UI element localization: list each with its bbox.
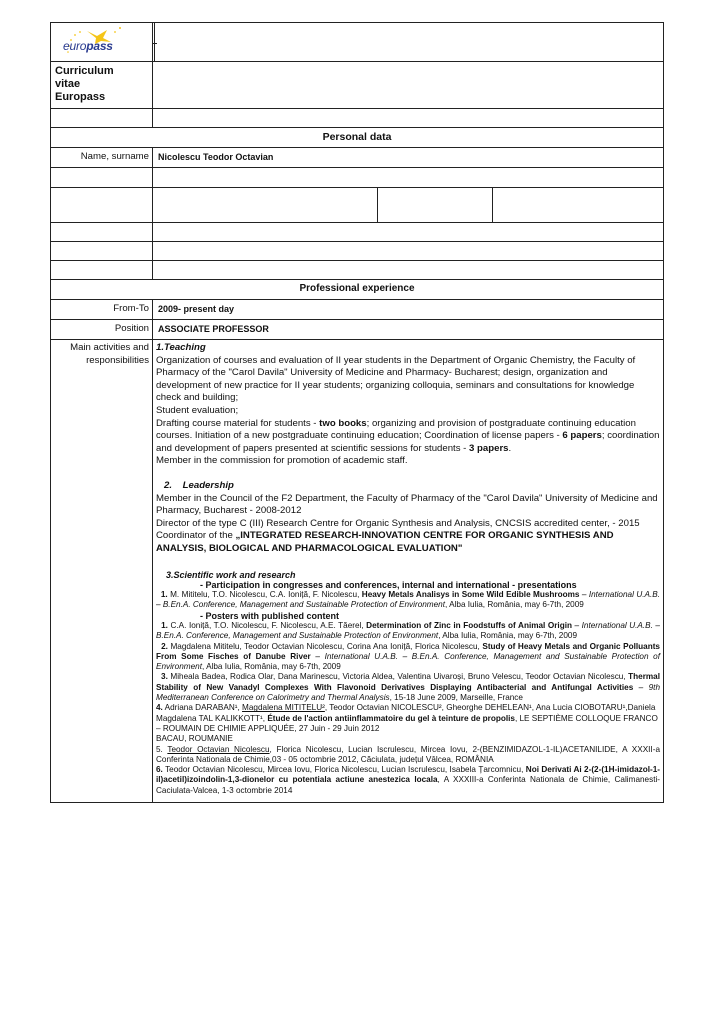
paper-item-5: 5. Teodor Octavian Nicolescu, Florica Nicolescu, Lucian Iscrulescu, Mircea Iovu, 2-(BENZIMIDAZOL-1-IL)ACETANILIDE, A XXXII-a Conferinta Nationala de Chimie,03 - 05 octombrie 2012, Căciulata, județul Vâlcea, ROMÂNIA xyxy=(156,744,660,764)
teaching-section: 1.Teaching Organization of courses and evaluation of II year students in the Department of Organic Chemistry, the Faculty of Pharmacy of the "Carol Davila" University of Medicine and Pharmacy- Bucharest; design, organization and development of new practice for II year students; organizing colloquia, seminars and consultations for knowledge check and building; Student evaluation; Drafting course material for students - two books; organizing and provision of postgraduate continuing education courses. Initiation of a new postgraduate continuing education; Coordination of license papers - 6 papers; coordination and development of papers presented at scientific sessions for students - 3 papers. Member in the commission for promotion of academic staff. xyxy=(156,342,660,467)
cv-title-blank xyxy=(153,62,664,109)
from-to-label: From-To xyxy=(51,300,153,320)
research-section xyxy=(156,570,660,797)
cv-table xyxy=(50,22,664,803)
position-label: Position xyxy=(51,320,153,340)
logo-cell xyxy=(51,23,153,62)
leadership-title: 2. Leadership xyxy=(164,479,234,491)
header-blank-cell xyxy=(153,23,664,62)
from-to-value: 2009- present day xyxy=(153,300,664,320)
poster-item: 1. C.A. Ioniță, T.O. Nicolescu, F. Nicolescu, A.E. Tăerel, Determination of Zinc in Foodstuffs of Animal Origin – International U.A.B. – B.En.A. Conference, Management and Sustainable Protection of Environment, Alba Iulia, România, may 6-7th, 2009 xyxy=(156,620,660,641)
europass-logo-text: europass xyxy=(63,39,113,53)
presentations-heading: - Participation in congresses and conferences, internal and international - presentations xyxy=(200,579,577,590)
name-value: Nicolescu Teodor Octavian xyxy=(153,148,664,168)
leadership-section: 2. Leadership Member in the Council of the F2 Department, the Faculty of Pharmacy of the "Carol Davila" University of Medicine and Pharmacy, Bucharest - 2008-2012 Director of the type C (III) Research Centre for Organic Synthesis and Analysis, CNCSIS accredited center, - 2015 Coordinator of the „INTEGRATED RESEARCH-INNOVATION CENTRE FOR ORGANIC SYNTHESIS AND ANALYSIS, BIOLOGICAL AND PHARMACOLOGICAL EVALUATION" xyxy=(156,480,660,556)
research-title: 3.Scientific work and research xyxy=(166,569,296,580)
poster-item: 3. Miheala Badea, Rodica Olar, Dana Marinescu, Victoria Aldea, Valentina Uivaroși, Bruno Velescu, Teodor Octavian Nicolescu, Thermal Stability of New Vanadyl Complexes With Flavonoid Derivatives Displaying Antibacterial and Antifungal Activities – 9th Mediterranean Conference on Calorimetry and Thermal Analysis, 15-18 June 2009, Marseille, France xyxy=(156,672,661,703)
paper-item-6: 6. Teodor Octavian Nicolescu, Mircea Iovu, Florica Nicolescu, Lucian Iscrulescu, Isabela Țarcomnicu, Noi Derivati Ai 2-(2-(1H-imidazol-1-il)acetil)izoindolin-1,3-dionelor cu potentiala actiune anestezica locala, A XXXIII-a Conferinta Nationala de Chimie, Calimanesti-Caciulata-Valcea, 1-3 octombrie 2014 xyxy=(156,765,661,795)
posters-heading: - Posters with published content xyxy=(200,610,340,621)
poster-item: 2. Magdalena Mititelu, Teodor Octavian Nicolescu, Corina Ana Ioniță, Florica Nicolescu, Study of Heavy Metals and Organic Polluants From Some Fisches of Danube River – International U.A.B. – B.En.A. Conference, Management and Sustainable Protection of Environment, Alba Iulia, România, may 6-7th, 2009 xyxy=(156,641,660,672)
presentation-item: 1. M. Mititelu, T.O. Nicolescu, C.A. Ioniță, F. Nicolescu, Heavy Metals Analisys in Some Wild Edible Mushrooms – International U.A.B. – B.En.A. Conference, Management and Sustainable Protection of Environment, Alba Iulia, România, may 6-7th, 2009 xyxy=(156,590,660,610)
cv-title: Curriculum vitae Europass xyxy=(51,62,153,109)
activities-content xyxy=(153,340,664,803)
paper-item-4: 4. Adriana DARABAN¹, Magdalena MITITELU², Teodor Octavian NICOLESCU², Gheorghe DEHELEAN¹, Ana Lucia CIOBOTARU¹,Daniela Magdalena TAL KALIKKOTT¹, Étude de l'action antiinflammatoire du gel à teinture de propolis, LE SEPTIÈME COLLOQUE FRANCO – ROUMAIN DE CHIMIE APPLIQUÉE, 27 Juin - 29 Juin 2012 BACAU, ROUMANIE xyxy=(156,703,658,744)
personal-data-heading: Personal data xyxy=(51,128,664,148)
position-value: ASSOCIATE PROFESSOR xyxy=(153,320,664,340)
professional-experience-heading: Professional experience xyxy=(51,280,664,300)
name-label: Name, surname xyxy=(51,148,153,168)
teaching-title: 1.Teaching xyxy=(156,342,206,353)
cv-document xyxy=(50,22,663,803)
activities-label: Main activities and responsibilities xyxy=(51,340,153,803)
